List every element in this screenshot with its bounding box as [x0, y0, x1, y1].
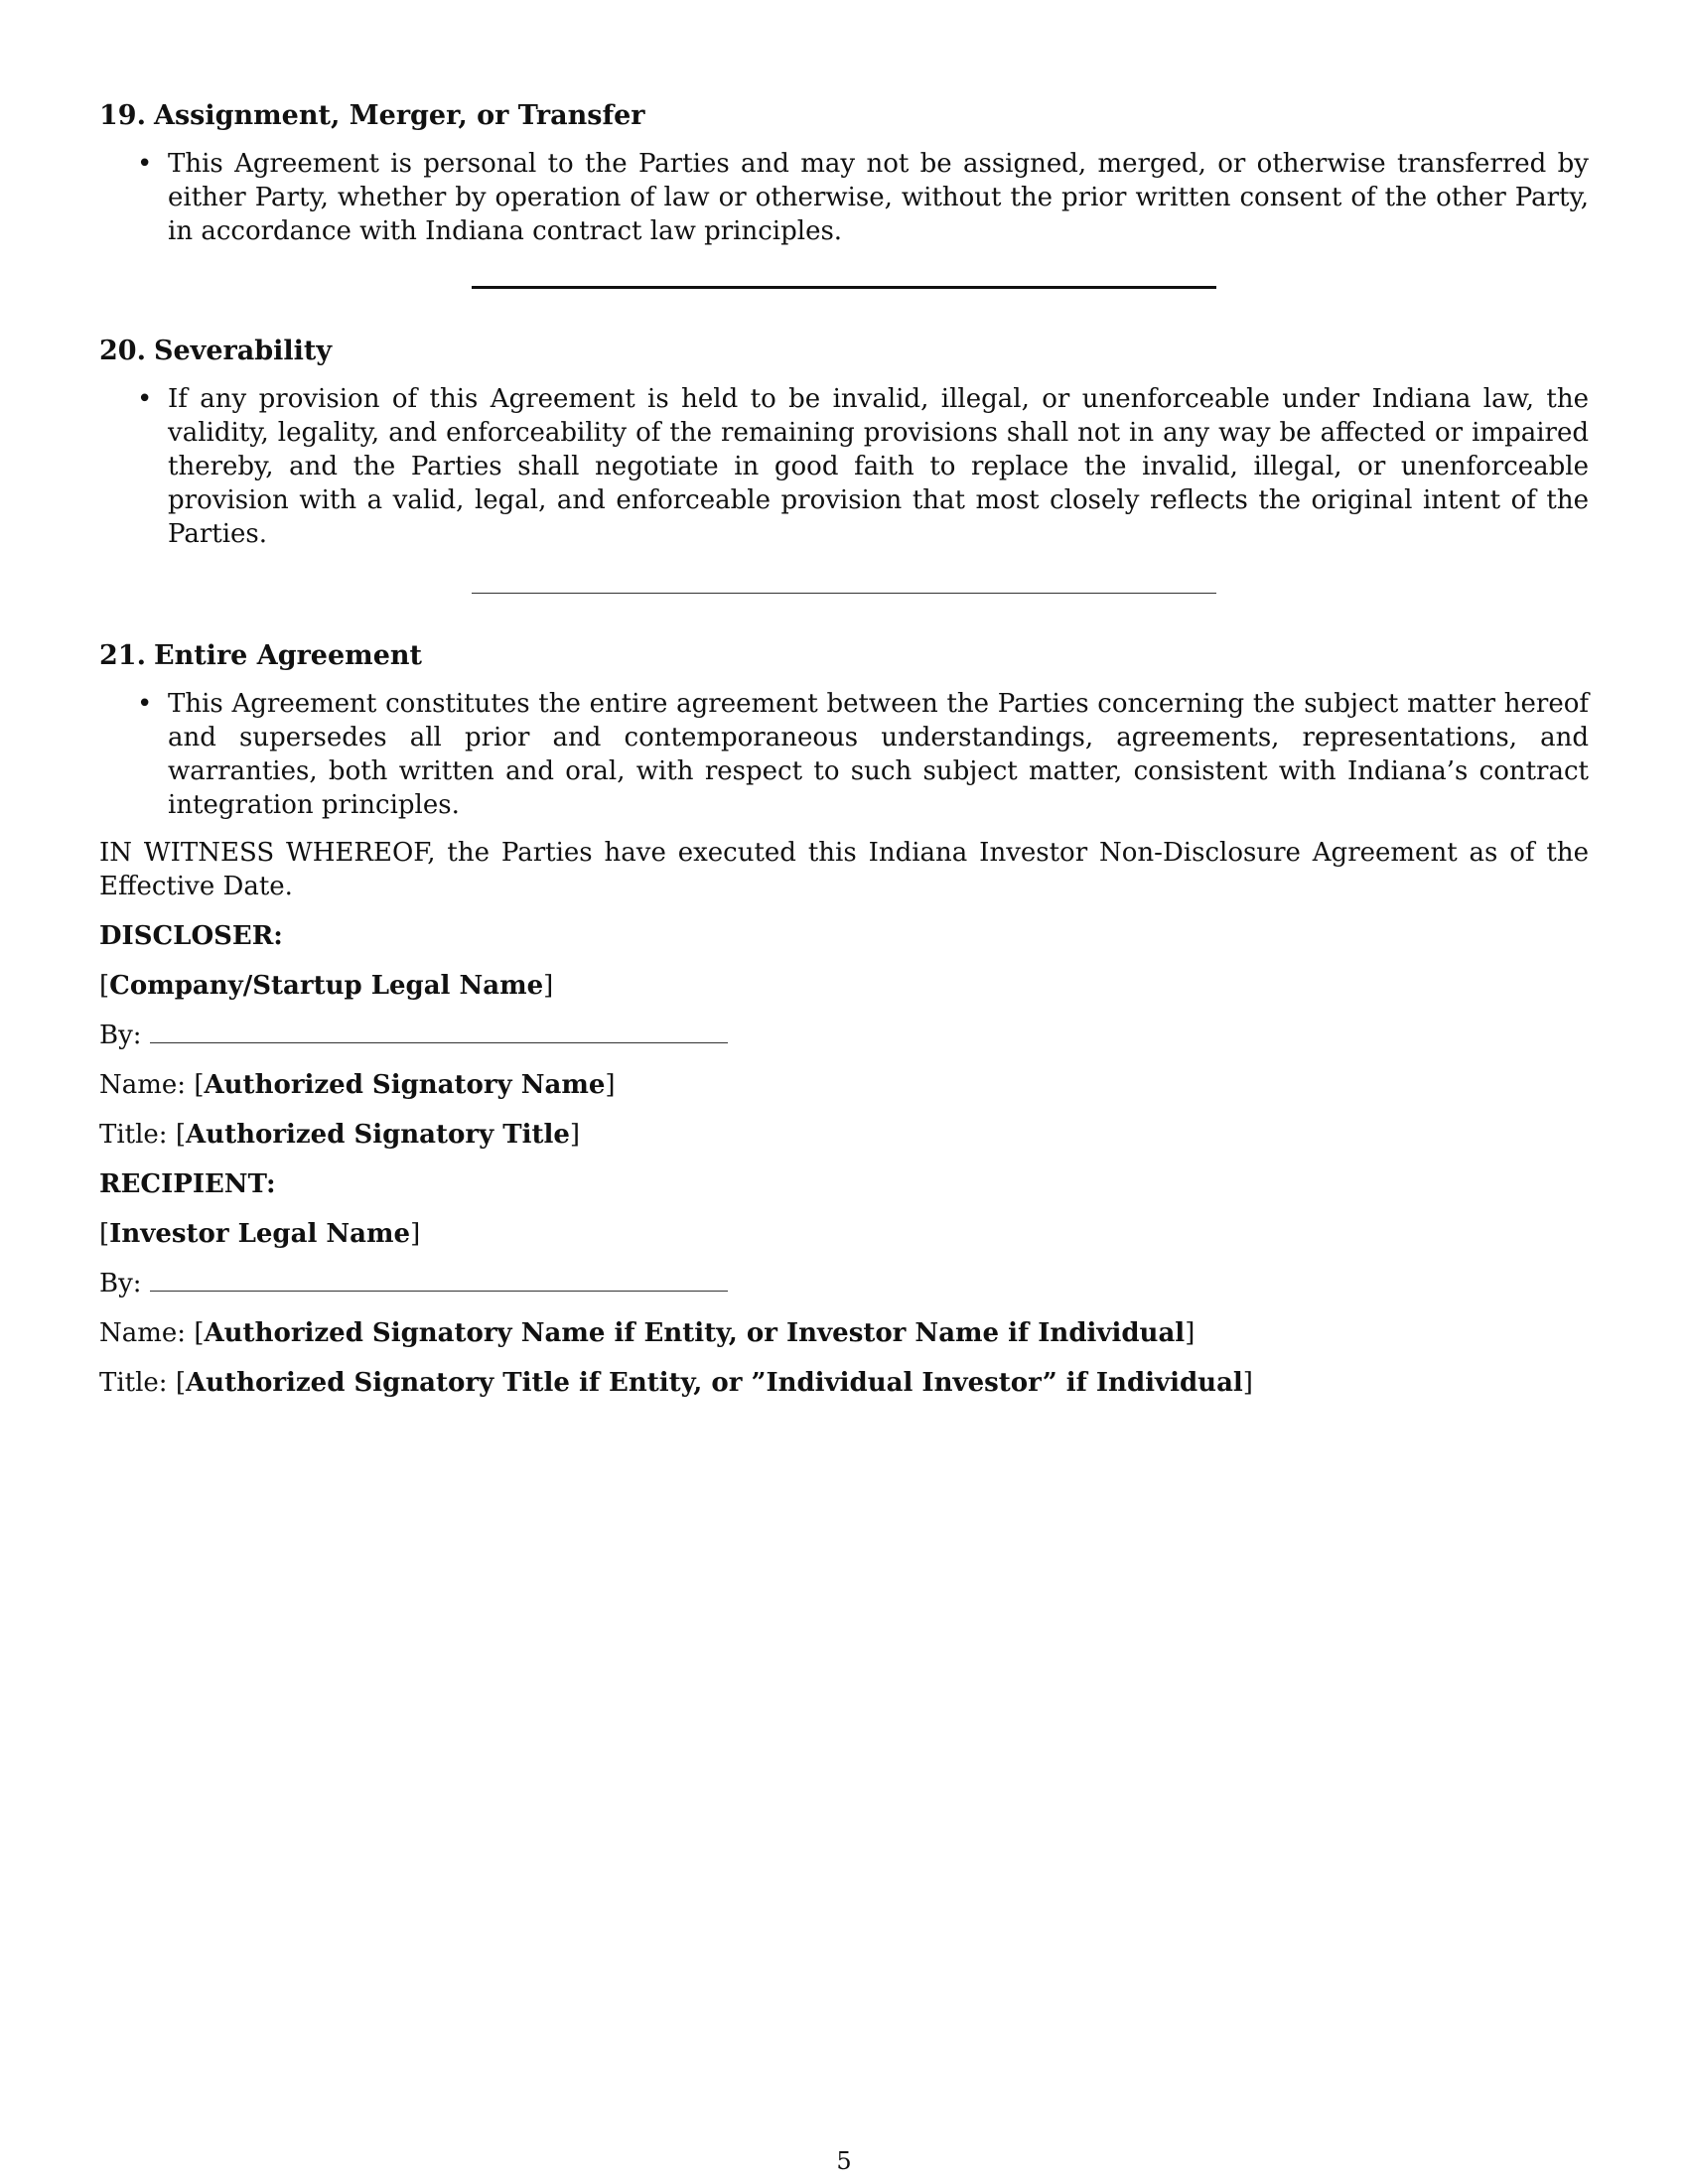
- witness-paragraph: IN WITNESS WHEREOF, the Parties have executed this Indiana Investor Non-Disclosure Agreement as of the Effective Date.: [99, 838, 1589, 901]
- recipient-by-line: [99, 1267, 1589, 1300]
- signature-line[interactable]: [150, 1267, 728, 1292]
- section-number: 19.: [99, 100, 146, 131]
- section-divider: [472, 593, 1216, 594]
- recipient-title-line: [99, 1366, 1589, 1400]
- title-label: Title:: [99, 1120, 168, 1150]
- bracket-close: ]: [1185, 1318, 1196, 1348]
- bracket-close: ]: [543, 971, 554, 1001]
- page-number: 5: [836, 2147, 852, 2175]
- bracket-open: [: [175, 1120, 186, 1150]
- recipient-entity: [99, 1217, 1589, 1251]
- bracket-close: ]: [605, 1070, 616, 1100]
- discloser-entity-name: Company/Startup Legal Name: [109, 971, 544, 1001]
- discloser-entity: [99, 969, 1589, 1003]
- bracket-open: [: [99, 1219, 110, 1249]
- bracket-open: [: [99, 971, 110, 1001]
- section-21: [99, 639, 1589, 822]
- section-divider: [472, 286, 1216, 289]
- bullet-list: [99, 687, 1589, 822]
- bullet-item: • This Agreement is personal to the Parties and may not be assigned, merged, or otherwise transferred by either Party, whether by operation of law or otherwise, without the prior written consent of the other Party, in accordance with Indiana contract law principles.: [99, 147, 1589, 248]
- section-title: Entire Agreement: [154, 640, 422, 671]
- recipient-heading: RECIPIENT:: [99, 1169, 276, 1199]
- bracket-open: [: [194, 1318, 205, 1348]
- section-number: 21.: [99, 640, 146, 671]
- title-label: Title:: [99, 1368, 168, 1398]
- signature-line[interactable]: [150, 1019, 728, 1043]
- section-20: [99, 335, 1589, 551]
- section-number: 20.: [99, 336, 146, 366]
- discloser-by-line: [99, 1019, 1589, 1052]
- section-19: [99, 99, 1589, 248]
- title-value: Authorized Signatory Title: [186, 1120, 570, 1150]
- bullet-list: [99, 382, 1589, 551]
- recipient-name-line: [99, 1316, 1589, 1350]
- by-label: By:: [99, 1021, 142, 1050]
- discloser-heading: DISCLOSER:: [99, 921, 283, 951]
- bullet-item: • If any provision of this Agreement is held to be invalid, illegal, or unenforceable under Indiana law, the validity, legality, and enforceability of the remaining provisions shall not in any way be affected or impaired thereby, and the Parties shall negotiate in good faith to replace the invalid, illegal, or unenforceable provision with a valid, legal, and enforceable provision that most closely reflects the original intent of the Parties.: [99, 382, 1589, 551]
- bracket-open: [: [175, 1368, 186, 1398]
- discloser-title-line: [99, 1118, 1589, 1152]
- title-value: Authorized Signatory Title if Entity, or ”Individual Investor” if Individual: [186, 1368, 1243, 1398]
- section-title: Severability: [154, 336, 333, 366]
- bracket-close: ]: [569, 1120, 581, 1150]
- bullet-list: [99, 147, 1589, 248]
- by-label: By:: [99, 1269, 142, 1298]
- bracket-close: ]: [1242, 1368, 1253, 1398]
- document-page: [99, 99, 1589, 1400]
- bracket-close: ]: [410, 1219, 421, 1249]
- section-title: Assignment, Merger, or Transfer: [154, 100, 645, 131]
- name-label: Name:: [99, 1318, 187, 1348]
- section-heading: [99, 335, 1589, 368]
- recipient-signature-block: [99, 1167, 1589, 1400]
- section-heading: [99, 639, 1589, 673]
- name-value: Authorized Signatory Name if Entity, or Investor Name if Individual: [204, 1318, 1186, 1348]
- recipient-entity-name: Investor Legal Name: [109, 1219, 411, 1249]
- bullet-item: • This Agreement constitutes the entire agreement between the Parties concerning the subject matter hereof and supersedes all prior and contemporaneous understandings, agreements, representations, and warranties, both written and oral, with respect to such subject matter, consistent with Indiana’s contract integration principles.: [99, 687, 1589, 822]
- name-label: Name:: [99, 1070, 187, 1100]
- bracket-open: [: [194, 1070, 205, 1100]
- discloser-signature-block: [99, 919, 1589, 1152]
- name-value: Authorized Signatory Name: [204, 1070, 606, 1100]
- section-heading: [99, 99, 1589, 133]
- discloser-name-line: [99, 1068, 1589, 1102]
